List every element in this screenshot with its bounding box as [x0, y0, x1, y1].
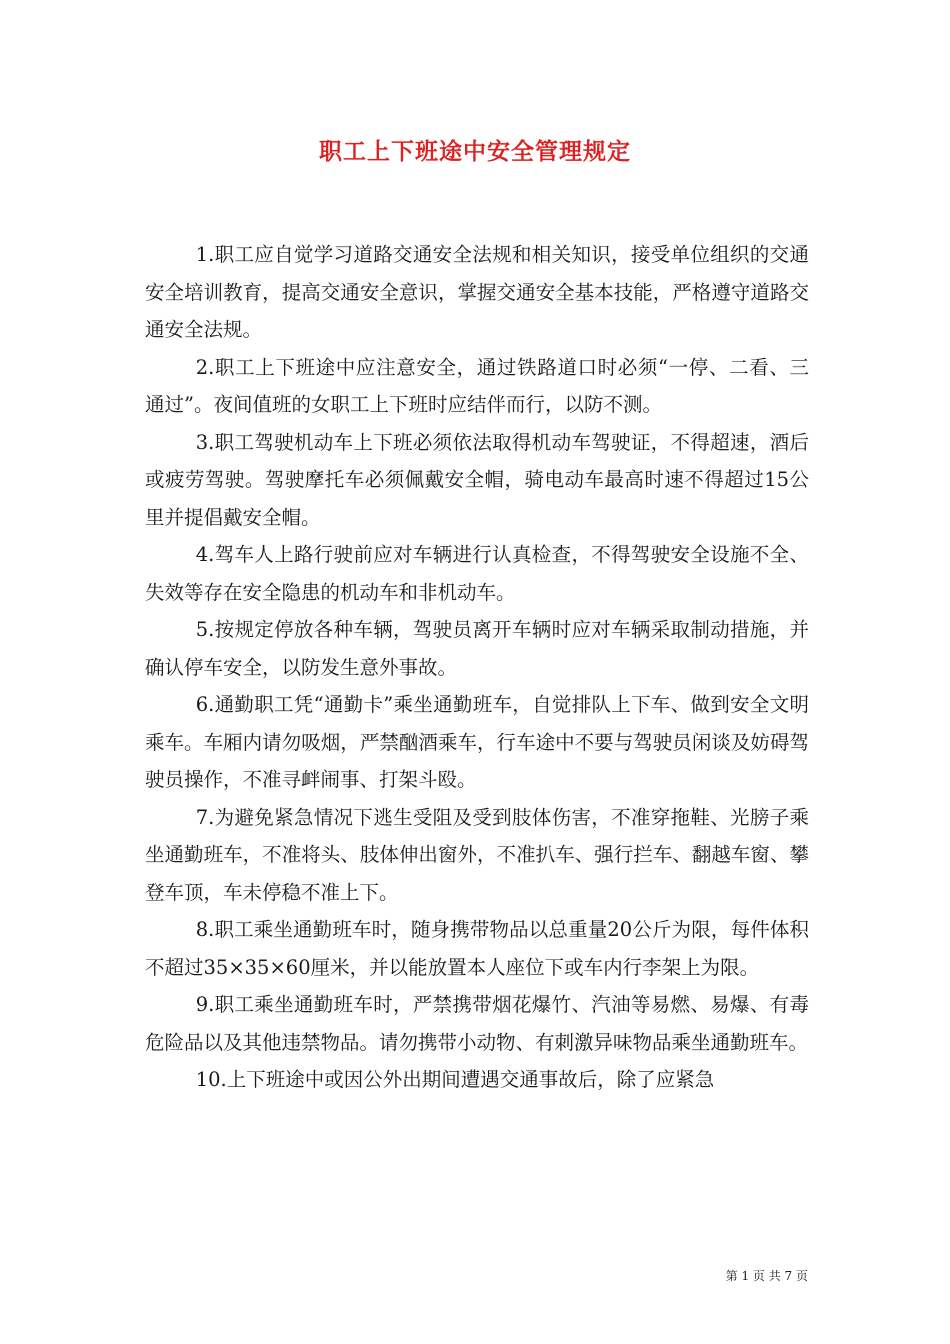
document-body [145, 236, 809, 1099]
paragraph-3: 3.职工驾驶机动车上下班必须依法取得机动车驾驶证，不得超速，酒后或疲劳驾驶。驾驶摩托车必须佩戴安全帽，骑电动车最高时速不得超过15公里并提倡戴安全帽。 [145, 430, 809, 529]
paragraph-9: 9.职工乘坐通勤班车时，严禁携带烟花爆竹、汽油等易燃、易爆、有毒危险品以及其他违禁物品。请勿携带小动物、有刺激异味物品乘坐通勤班车。 [145, 993, 809, 1054]
document-title: 职工上下班途中安全管理规定 [319, 138, 631, 165]
paragraph-6: 6.通勤职工凭“通勤卡”乘坐通勤班车，自觉排队上下车、做到安全文明乘车。车厢内请勿吸烟，严禁酗酒乘车，行车途中不要与驾驶员闲谈及妨碍驾驶员操作，不准寻衅闹事、打架斗殴。 [145, 693, 809, 791]
paragraph-5: 5.按规定停放各种车辆，驾驶员离开车辆时应对车辆采取制动措施，并确认停车安全，以防发生意外事故。 [145, 618, 809, 679]
paragraph-10: 10.上下班途中或因公外出期间遭遇交通事故后，除了应紧急 [195, 1068, 715, 1091]
paragraph-2: 2.职工上下班途中应注意安全，通过铁路道口时必须“一停、二看、三通过”。夜间值班的女职工上下班时应结伴而行，以防不测。 [145, 355, 809, 416]
paragraph-7: 7.为避免紧急情况下逃生受阻及受到肢体伤害，不准穿拖鞋、光膀子乘坐通勤班车，不准将头、肢体伸出窗外，不准扒车、强行拦车、翻越车窗、攀登车顶，车未停稳不准上下。 [145, 805, 809, 904]
paragraph-4: 4.驾车人上路行驶前应对车辆进行认真检查，不得驾驶安全设施不全、失效等存在安全隐患的机动车和非机动车。 [145, 543, 809, 604]
paragraph-1: 1.职工应自觉学习道路交通安全法规和相关知识，接受单位组织的交通安全培训教育，提高交通安全意识，掌握交通安全基本技能，严格遵守道路交通安全法规。 [145, 243, 809, 341]
page-number-footer: 第 1 页 共 7 页 [725, 1269, 808, 1283]
paragraph-8: 8.职工乘坐通勤班车时，随身携带物品以总重量20公斤为限，每件体积不超过35×35×60厘米，并以能放置本人座位下或车内行李架上为限。 [145, 918, 809, 979]
